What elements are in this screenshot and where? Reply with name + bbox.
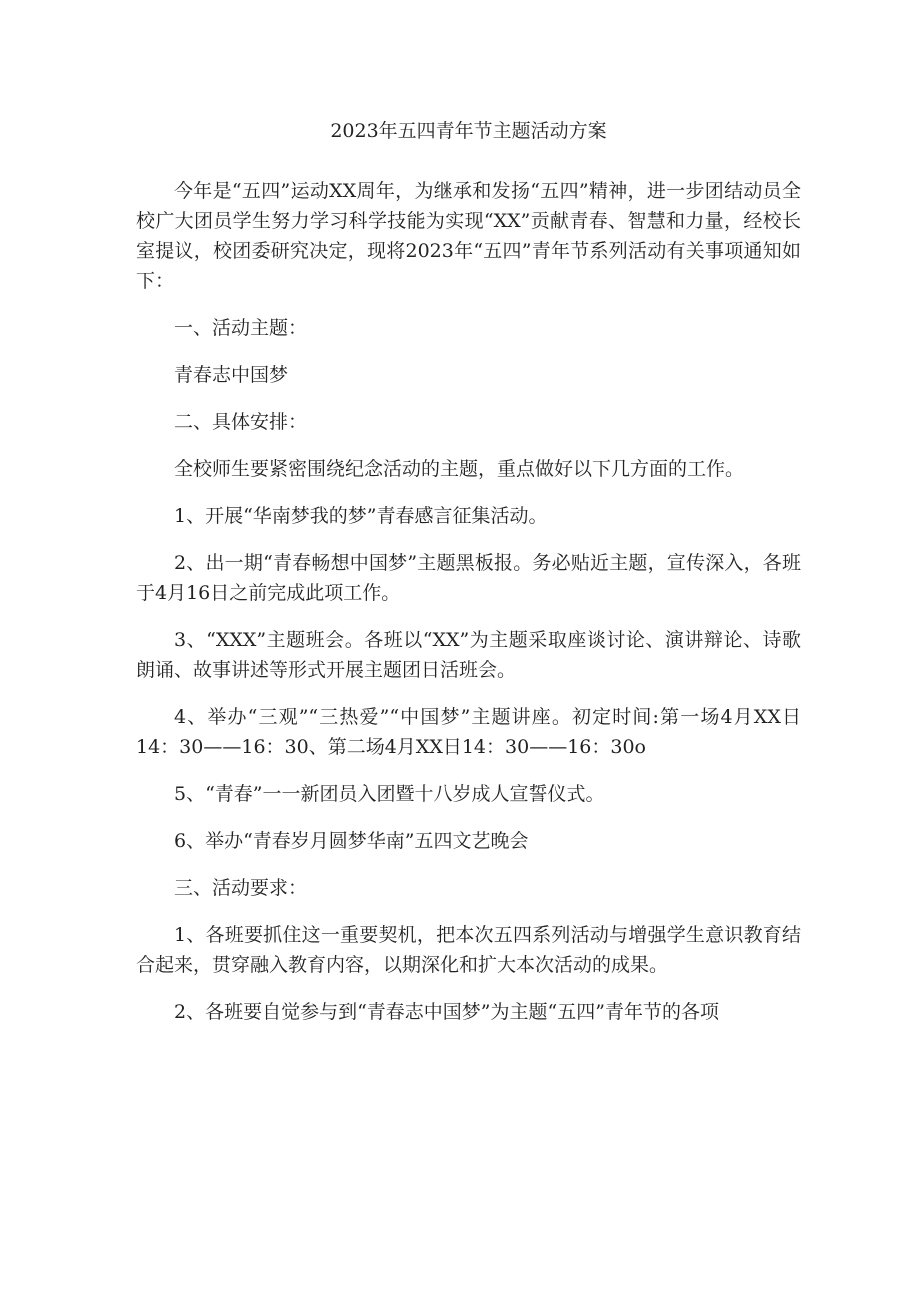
section-heading-requirements: 三、活动要求： — [174, 877, 308, 899]
arrangement-item-2: 2、出一期“青春畅想中国梦”主题黑板报。务必贴近主题，宣传深入，各班于4月16日之前完成此项工作。 — [136, 552, 801, 604]
intro-paragraph: 今年是“五四”运动XX周年，为继承和发扬“五四”精神，进一步团结动员全校广大团员学生努力学习科学技能为实现“XX”贡献青春、智慧和力量，经校长室提议，校团委研究决定，现将2023年“五四”青年节系列活动有关事项通知如下： — [136, 180, 801, 292]
document-title: 2023年五四青年节主题活动方案 — [330, 120, 607, 142]
requirement-item-1: 1、各班要抓住这一重要契机，把本次五四系列活动与增强学生意识教育结合起来，贯穿融入教育内容，以期深化和扩大本次活动的成果。 — [136, 924, 801, 976]
theme-text: 青春志中国梦 — [174, 364, 289, 386]
requirement-item-2: 2、各班要自觉参与到“青春志中国梦”为主题“五四”青年节的各项 — [174, 1001, 719, 1023]
section-heading-theme: 一、活动主题： — [174, 317, 308, 339]
arrangement-item-4: 4、举办“三观”“三热爱”“中国梦”主题讲座。初定时间:第一场4月XX日14：30——16：30、第二场4月XX日14：30——16：30o — [136, 706, 801, 758]
section-heading-arrangement: 二、具体安排： — [174, 411, 308, 433]
arrangement-item-3: 3、“XXX”主题班会。各班以“XX”为主题采取座谈讨论、演讲辩论、诗歌朗诵、故事讲述等形式开展主题团日活班会。 — [136, 629, 801, 681]
arrangement-item-6: 6、举办“青春岁月圆梦华南”五四文艺晚会 — [174, 830, 529, 852]
arrangement-intro: 全校师生要紧密围绕纪念活动的主题，重点做好以下几方面的工作。 — [174, 458, 745, 480]
arrangement-item-5: 5、“青春”一一新团员入团暨十八岁成人宣誓仪式。 — [174, 783, 605, 805]
arrangement-item-1: 1、开展“华南梦我的梦”青春感言征集活动。 — [174, 505, 548, 527]
document-body — [136, 116, 801, 1044]
